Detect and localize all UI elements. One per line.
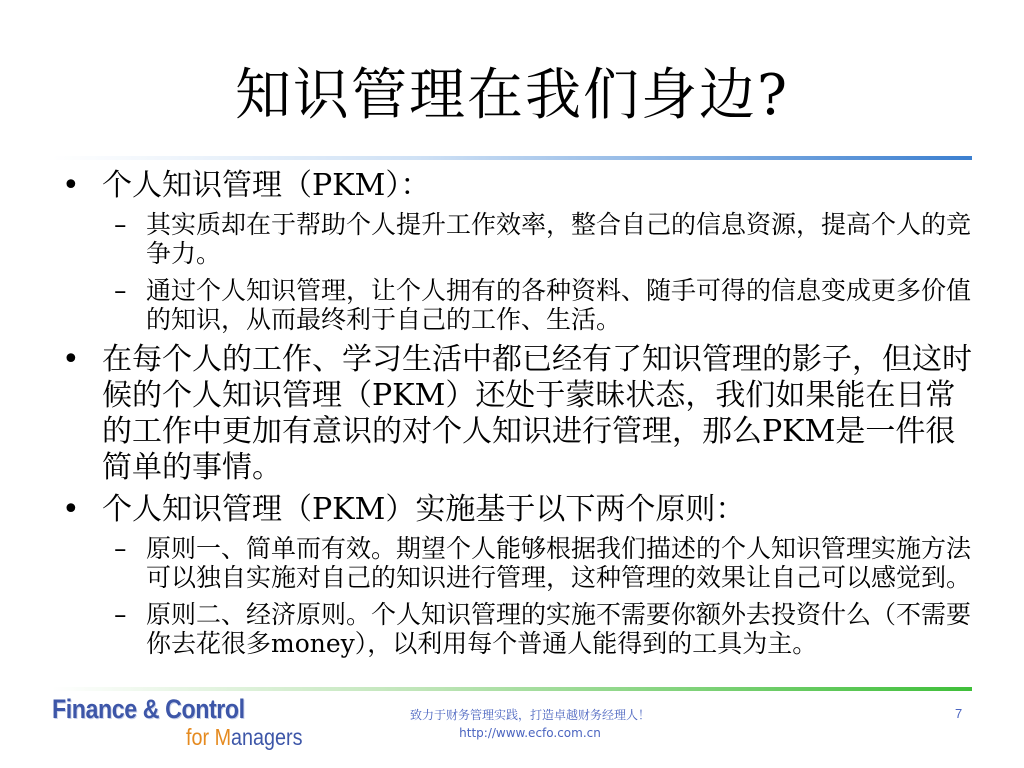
footer-text bbox=[380, 706, 680, 742]
logo-for-managers-part-a: for M bbox=[186, 724, 232, 750]
sub-bullet-text: 原则一、简单而有效。期望个人能够根据我们描述的个人知识管理实施方法可以独自实施对自己的知识进行管理，这种管理的效果让自己可以感觉到。 bbox=[146, 534, 972, 592]
sub-bullet-text: 原则二、经济原则。个人知识管理的实施不需要你额外去投资什么（不需要你去花很多money），以利用每个普通人能得到的工具为主。 bbox=[146, 600, 972, 658]
logo-finance-control: Finance & Control bbox=[52, 694, 245, 724]
bullet-text: 个人知识管理（PKM）实施基于以下两个原则： bbox=[102, 492, 746, 527]
footer-divider bbox=[52, 687, 972, 691]
bullet-text: 在每个人的工作、学习生活中都已经有了知识管理的影子，但这时候的个人知识管理（PKM）还处于蒙昧状态，我们如果能在日常的工作中更加有意识的对个人知识进行管理，那么PKM是一件很简单的事情。 bbox=[102, 342, 972, 485]
sub-bullet-item bbox=[58, 600, 978, 658]
sub-bullet-item bbox=[58, 534, 978, 592]
dash-icon: – bbox=[114, 210, 127, 239]
sub-bullet-item bbox=[58, 210, 978, 268]
sub-bullet-text: 其实质却在于帮助个人提升工作效率，整合自己的信息资源，提高个人的竞争力。 bbox=[146, 210, 972, 268]
bullet-item bbox=[58, 492, 978, 528]
bullet-icon: • bbox=[62, 168, 80, 203]
dash-icon: – bbox=[114, 534, 127, 563]
title-divider bbox=[52, 156, 972, 160]
bullet-icon: • bbox=[62, 492, 80, 527]
logo-for-managers-part-b: anagers bbox=[231, 724, 303, 750]
slide-title: 知识管理在我们身边? bbox=[234, 63, 790, 128]
bullet-list bbox=[58, 168, 978, 666]
bullet-item bbox=[58, 342, 978, 486]
sub-bullet-text: 通过个人知识管理，让个人拥有的各种资料、随手可得的信息变成更多价值的知识，从而最终利于自己的工作、生活。 bbox=[146, 276, 972, 334]
footer-url[interactable]: http://www.ecfo.com.cn bbox=[459, 726, 601, 740]
bullet-icon: • bbox=[62, 342, 80, 377]
page-number: 7 bbox=[955, 706, 963, 721]
dash-icon: – bbox=[114, 276, 127, 305]
footer-tagline: 致力于财务管理实践，打造卓越财务经理人！ bbox=[409, 708, 650, 722]
bullet-item bbox=[58, 168, 978, 204]
sub-bullet-item bbox=[58, 276, 978, 334]
dash-icon: – bbox=[114, 600, 127, 629]
logo-for-managers bbox=[186, 724, 303, 751]
bullet-text: 个人知识管理（PKM）： bbox=[102, 168, 431, 203]
